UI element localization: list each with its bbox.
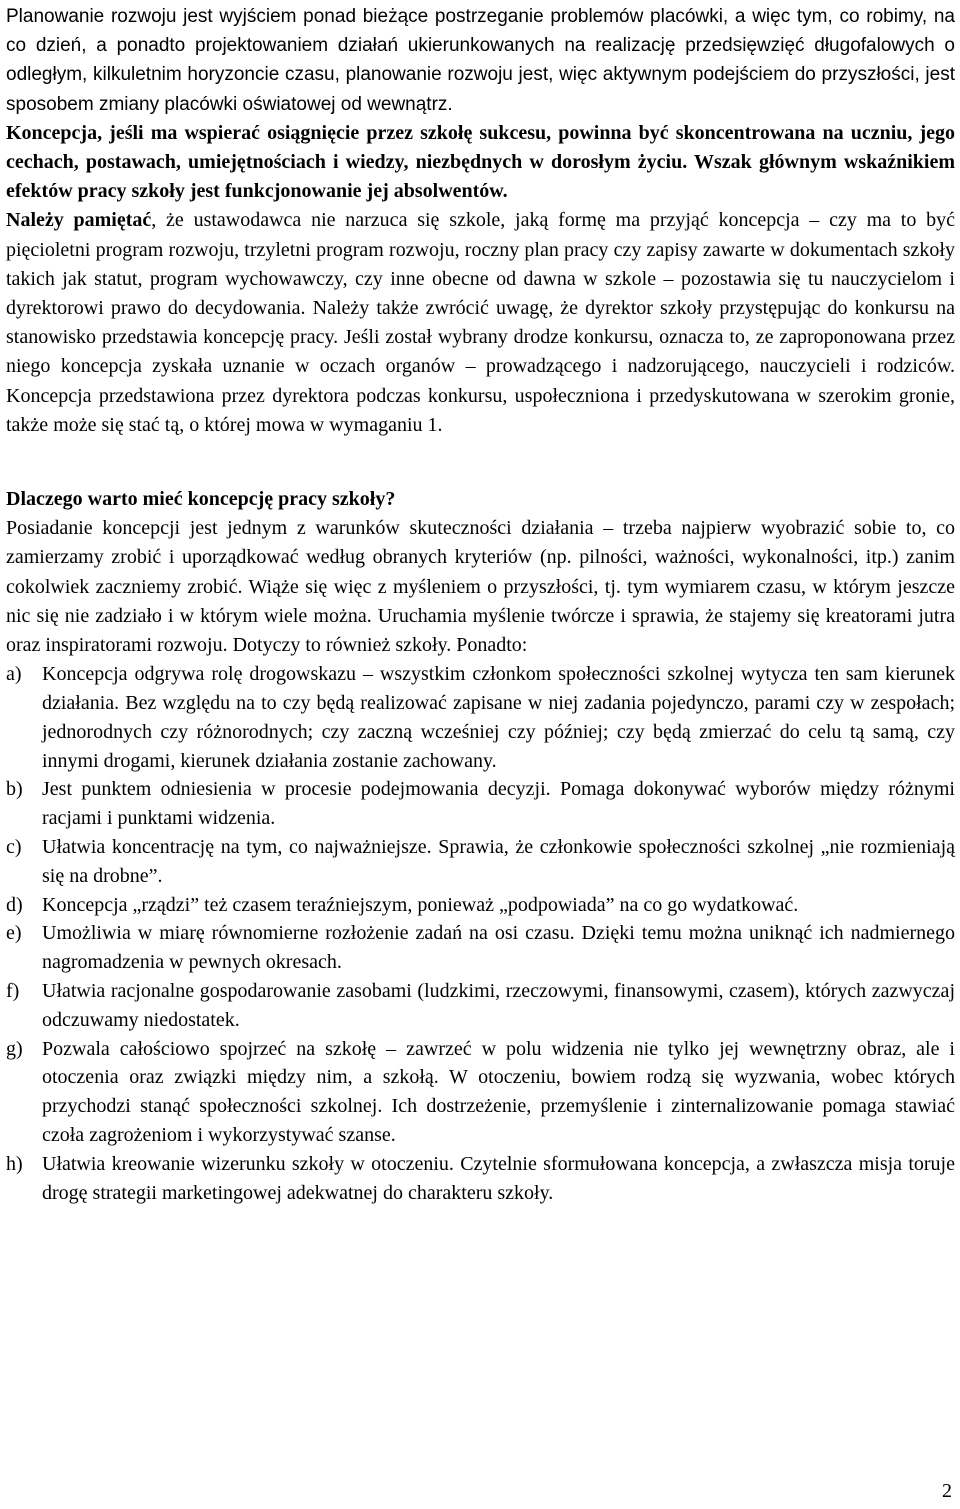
list-item (6, 833, 955, 891)
remember-text: , że ustawodawca nie narzuca się szkole, jaką formę ma przyjąć koncepcja – czy ma to być pięcioletni program rozwoju, trzyletni program rozwoju, roczny plan pracy czy zapisy zawarte w dokumentach szkoły takich jak statut, program wychowawczy, czy inne obecne od dawna w szkole – pozostawia się tu nauczycielom i dyrektorowi prawo do decydowania. Należy także zwrócić uwagę, że dyrektor szkoły przystępując do konkursu na stanowisko przedstawia koncepcję pracy. Jeśli został wybrany drodze konkursu, oznacza to, ze zaproponowana przez niego koncepcja zyskała uznanie w oczach organów – prowadzącego i nadzorującego, nauczycieli i rodziców. Koncepcja przedstawiona przez dyrektora podczas konkursu, uspołeczniona i przedyskutowana w szerokim gronie, także może się stać tą, o której mowa w wymaganiu 1. (6, 209, 955, 436)
list-marker: b) (6, 778, 23, 801)
list-item-text: Umożliwia w miarę równomierne rozłożenie zadań na osi czasu. Dzięki temu można uniknąć ich nadmiernego nagromadzenia w pewnych okresach. (42, 922, 955, 974)
list-item (6, 660, 955, 775)
list-item (6, 1035, 955, 1150)
page-number: 2 (942, 1480, 952, 1502)
list-item-text: Ułatwia kreowanie wizerunku szkoły w otoczeniu. Czytelnie sformułowana koncepcja, a zwłaszcza misja toruje drogę strategii marketingowej adekwatnej do charakteru szkoły. (42, 1152, 955, 1204)
list-item-text: Ułatwia racjonalne gospodarowanie zasobami (ludzkimi, rzeczowymi, finansowymi, czasem), których zazwyczaj odczuwamy niedostatek. (42, 980, 955, 1031)
list-marker: d) (6, 893, 23, 916)
list-marker: a) (6, 663, 22, 686)
intro-paragraph: Planowanie rozwoju jest wyjściem ponad bieżące postrzeganie problemów placówki, a więc tym, co robimy, na co dzień, a ponadto projektowaniem działań ukierunkowanych na realizację przedsięwzięć długofalowych o odległym, kilkuletnim horyzoncie czasu, planowanie rozwoju jest, więc aktywnym podejściem do przyszłości, jest sposobem zmiany placówki oświatowej od wewnątrz. (6, 6, 955, 115)
list-item (6, 919, 955, 977)
list-item-text: Koncepcja „rządzi” też czasem teraźniejszym, ponieważ „podpowiada” na co go wydatkować. (42, 893, 799, 916)
list-item (6, 1150, 955, 1208)
concept-bold-text: Koncepcja, jeśli ma wspierać osiągnięcie przez szkołę sukcesu, powinna być skoncentrowana na uczniu, jego cechach, postawach, umiejętnościach i wiedzy, niezbędnych w dorosłym życiu. Wszak głównym wskaźnikiem efektów pracy szkoły jest funkcjonowanie jej absolwentów. (6, 121, 955, 203)
why-paragraph: Posiadanie koncepcji jest jednym z warunków skuteczności działania – trzeba najpierw wyobrazić sobie to, co zamierzamy zrobić i uporządkować według obranych kryteriów (np. pilności, ważności, wykonalności, itp.) zanim cokolwiek zaczniemy zrobić. Wiąże się więc z myśleniem o przyszłości, tj. tym wymiarem czasu, w którym jeszcze nic się nie zadziało i w którym wiele można. Uruchamia myślenie twórcze i sprawia, że stajemy się kreatorami jutra oraz inspiratorami rozwoju. Dotyczy to również szkoły. Ponadto: (6, 517, 955, 657)
list-marker: c) (6, 836, 22, 859)
list-marker: h) (6, 1152, 23, 1175)
list-item-text: Jest punktem odniesienia w procesie podejmowania decyzji. Pomaga dokonywać wyborów między różnymi racjami i punktami widzenia. (42, 778, 955, 830)
list-item (6, 775, 955, 833)
list-item (6, 891, 955, 920)
list-marker: e) (6, 922, 22, 945)
list-marker: f) (6, 980, 20, 1003)
list-item-text: Ułatwia koncentrację na tym, co najważniejsze. Sprawia, że członkowie społeczności szkolnej „nie rozmieniają się na drobne”. (42, 836, 955, 887)
list-item-text: Pozwala całościowo spojrzeć na szkołę – zawrzeć w polu widzenia nie tylko jej wewnętrzny obraz, ale i otoczenia oraz związki między nim, a szkołą. W otoczeniu, bowiem rodzą się wyzwania, wobec których przychodzi stanąć społeczności szkolnej. Ich dostrzeżenie, przemyślenie i zinternalizowanie pomaga stawiać czoła zagrożeniom i wykorzystywać szanse. (42, 1037, 955, 1147)
document-page (6, 0, 955, 1207)
concept-paragraph (6, 119, 955, 440)
list-marker: g) (6, 1037, 23, 1060)
remember-lead: Należy pamiętać (6, 209, 152, 232)
section-heading: Dlaczego warto mieć koncepcję pracy szkoły? (6, 488, 396, 511)
list-item-text: Koncepcja odgrywa rolę drogowskazu – wszystkim członkom społeczności szkolnej wytycza ten sam kierunek działania. Bez względu na to czy będą realizować zapisane w niej zadania pojedynczo, parami czy w zespołach; jednorodnych czy różnorodnych; czy zaczną wcześniej czy później; czy będą zmierzać do celu tą samą, czy innymi drogami, kierunek działania zostanie zachowany. (42, 663, 955, 772)
benefits-list (6, 660, 955, 1207)
list-item (6, 977, 955, 1035)
